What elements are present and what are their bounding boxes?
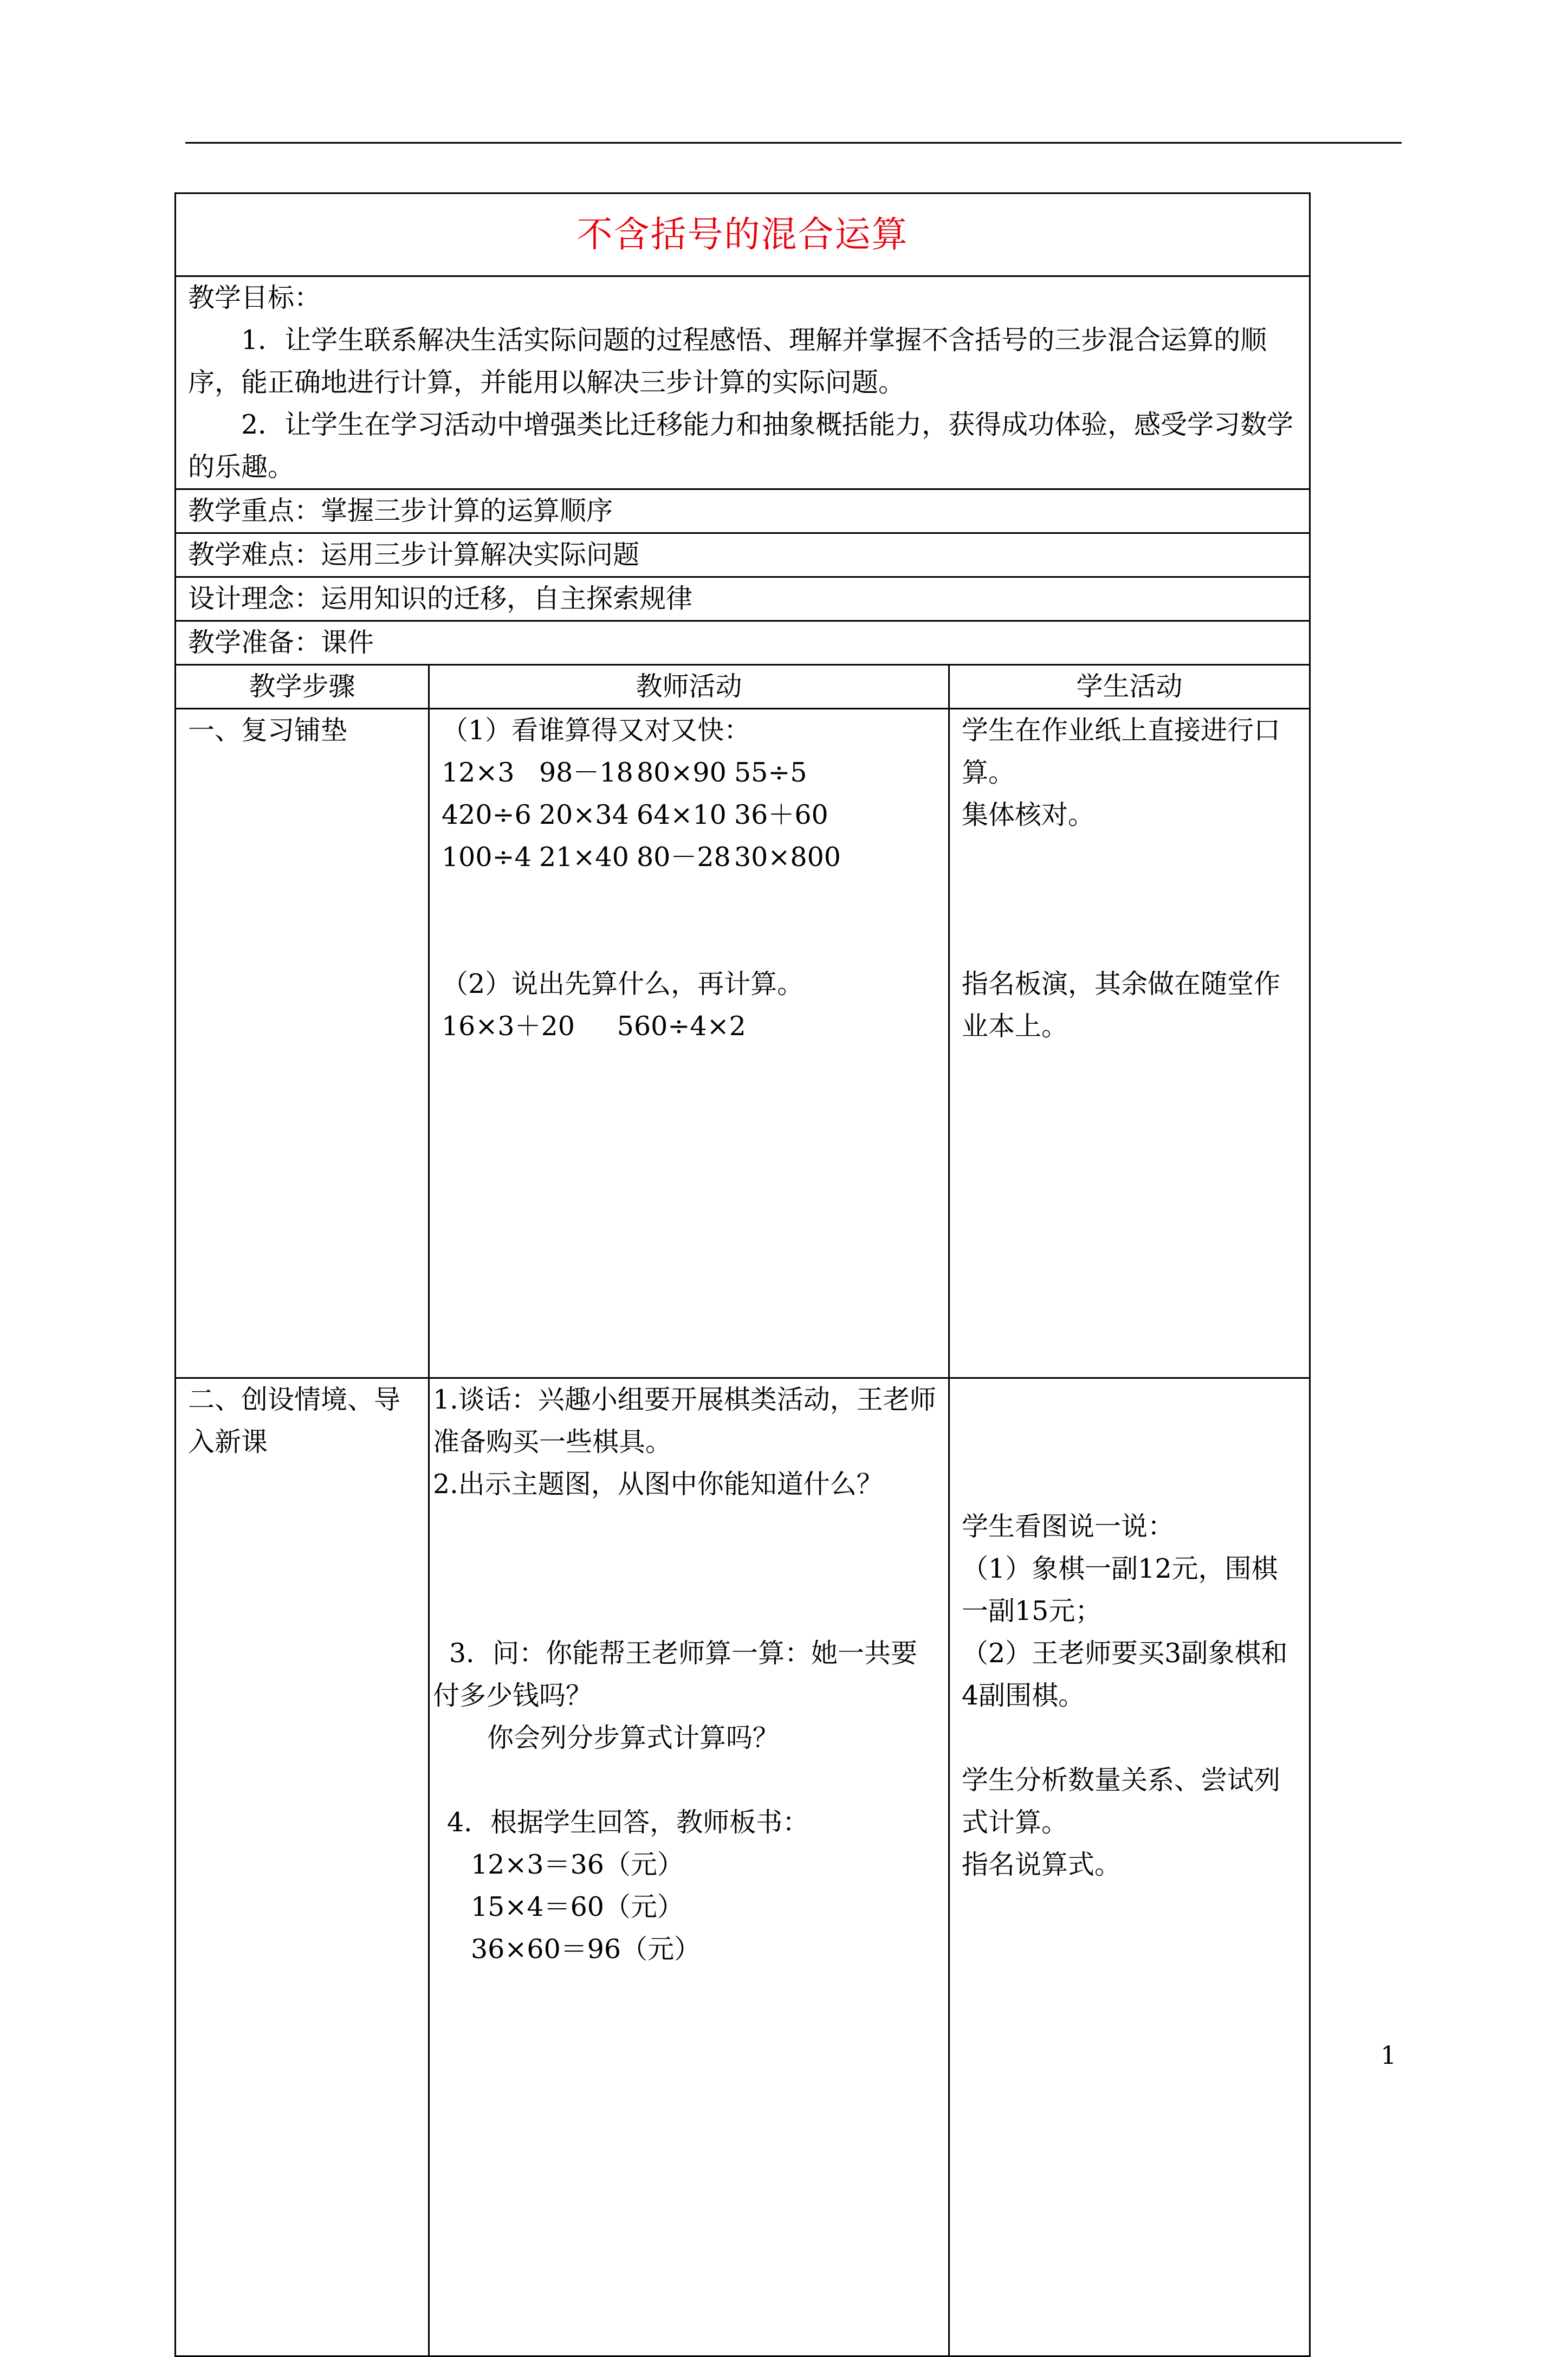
difficulty: 教学难点：运用三步计算解决实际问题 xyxy=(176,533,1310,577)
step-2-student xyxy=(949,1378,1310,2356)
expression: 80×90 xyxy=(637,757,727,788)
expression: 55÷5 xyxy=(734,757,807,788)
teacher-task-2-expressions: 16×3＋20 560÷4×2 xyxy=(442,1011,746,1042)
student-activity-3: 指名板演，其余做在随堂作业本上。 xyxy=(962,968,1281,1042)
expression: 80－28 xyxy=(637,842,731,873)
student-activity-2: 集体核对。 xyxy=(962,799,1095,830)
key-point: 教学重点：掌握三步计算的运算顺序 xyxy=(176,489,1310,533)
goal-item-1: 1．让学生联系解决生活实际问题的过程感悟、理解并掌握不含括号的三步混合运算的顺序，能正确地进行计算，并能用以解决三步计算的实际问题。 xyxy=(188,325,1267,398)
teacher-step-3: 3．问：你能帮王老师算一算：她一共要付多少钱吗？ xyxy=(433,1638,918,1711)
column-header-student: 学生活动 xyxy=(949,665,1310,709)
teaching-goals xyxy=(176,276,1310,489)
step-1-teacher xyxy=(429,709,949,1378)
expression: 21×40 xyxy=(539,842,629,873)
student-step-2: （1）象棋一副12元，围棋一副15元； xyxy=(962,1553,1278,1626)
expression: 12×3 xyxy=(442,757,515,788)
expression: 36＋60 xyxy=(734,799,828,830)
step-2-teacher xyxy=(429,1378,949,2356)
student-activity-1: 学生在作业纸上直接进行口算。 xyxy=(962,715,1281,788)
expression-row xyxy=(442,836,936,879)
page-number: 1 xyxy=(1381,2040,1397,2070)
column-header-teacher: 教师活动 xyxy=(429,665,949,709)
step-1-label: 一、复习铺垫 xyxy=(188,715,348,746)
expression: 64×10 xyxy=(637,799,727,830)
teacher-step-2: 2.出示主题图，从图中你能知道什么？ xyxy=(433,1469,883,1500)
student-step-4: 学生分析数量关系、尝试列式计算。 xyxy=(962,1765,1281,1838)
lesson-plan-table xyxy=(174,192,1311,2357)
student-step-1: 学生看图说一说： xyxy=(962,1511,1175,1542)
step-1-student xyxy=(949,709,1310,1378)
teacher-step-3b: 你会列分步算式计算吗？ xyxy=(487,1722,780,1753)
teacher-step-1: 1.谈话：兴趣小组要开展棋类活动，王老师准备购买一些棋具。 xyxy=(433,1384,936,1457)
student-step-5: 指名说算式。 xyxy=(962,1849,1122,1880)
board-line-2: 15×4＝60（元） xyxy=(471,1891,684,1922)
board-line-1: 12×3＝36（元） xyxy=(471,1849,684,1880)
goal-item-2: 2．让学生在学习活动中增强类比迁移能力和抽象概括能力，获得成功体验，感受学习数学的乐趣。 xyxy=(188,409,1294,482)
board-line-3: 36×60＝96（元） xyxy=(471,1934,701,1965)
expression: 20×34 xyxy=(539,799,629,830)
step-2-name xyxy=(176,1378,429,2356)
step-2-label: 二、创设情境、导入新课 xyxy=(188,1384,401,1457)
expression-row xyxy=(442,752,936,794)
teacher-task-2: （2）说出先算什么，再计算。 xyxy=(442,968,804,999)
expression-row xyxy=(442,794,936,836)
step-1-name xyxy=(176,709,429,1378)
preparation: 教学准备：课件 xyxy=(176,621,1310,665)
expression: 420÷6 xyxy=(442,799,532,830)
document-title: 不含括号的混合运算 xyxy=(176,193,1310,276)
design-idea: 设计理念：运用知识的迁移，自主探索规律 xyxy=(176,577,1310,621)
column-header-step: 教学步骤 xyxy=(176,665,429,709)
goals-label: 教学目标： xyxy=(188,282,321,313)
expression: 30×800 xyxy=(734,842,841,873)
teacher-task-1: （1）看谁算得又对又快： xyxy=(442,715,751,746)
expression: 100÷4 xyxy=(442,842,532,873)
teacher-step-4: 4．根据学生回答，教师板书： xyxy=(447,1807,809,1838)
expression: 98－18 xyxy=(539,757,633,788)
student-step-3: （2）王老师要买3副象棋和4副围棋。 xyxy=(962,1638,1288,1711)
header-rule xyxy=(185,142,1402,144)
